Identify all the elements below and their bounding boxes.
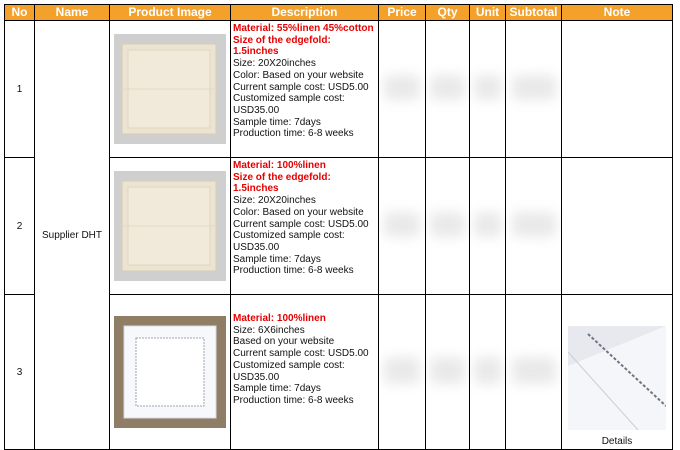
qty-cell-redacted (426, 158, 470, 295)
details-caption: Details (601, 436, 633, 447)
description-cell (231, 295, 379, 450)
custom-sample-cost-value: USD35.00 (233, 241, 280, 253)
col-header-note: Note (562, 5, 673, 21)
edgefold-label: Size of the edgefold: (233, 34, 331, 46)
row-number: 3 (5, 295, 35, 450)
col-header-product-image: Product Image (110, 5, 231, 21)
supplier-name: Supplier DHT (35, 21, 110, 450)
edgefold-label: Size of the edgefold: (233, 171, 331, 183)
col-header-price: Price (379, 5, 426, 21)
sample-cost-text: Current sample cost: USD5.00 (233, 218, 369, 230)
unit-cell-redacted (470, 158, 506, 295)
subtotal-cell-redacted (506, 158, 562, 295)
note-cell (562, 158, 673, 295)
custom-sample-cost-label: Customized sample cost: (233, 93, 345, 105)
custom-sample-cost-label: Customized sample cost: (233, 230, 345, 242)
col-header-qty: Qty (426, 5, 470, 21)
sample-time-text: Sample time: 7days (233, 116, 321, 128)
header-row (5, 5, 673, 21)
edgefold-value: 1.5inches (233, 183, 279, 195)
note-cell (562, 21, 673, 158)
production-time-text: Production time: 6-8 weeks (233, 394, 354, 406)
production-time-text: Production time: 6-8 weeks (233, 128, 354, 140)
quotation-sheet (4, 4, 672, 450)
subtotal-cell-redacted (506, 295, 562, 450)
material-text: Material: 55%linen 45%cotton (233, 23, 374, 34)
product-image-cell (110, 21, 231, 158)
description-cell (231, 158, 379, 295)
custom-sample-cost-value: USD35.00 (233, 104, 280, 116)
material-text: Material: 100%linen (233, 313, 326, 324)
product-image-cell (110, 158, 231, 295)
size-text: Size: 20X20inches (233, 195, 316, 207)
white-hemstitch-napkin-image (114, 316, 226, 428)
description-cell (231, 21, 379, 158)
unit-cell-redacted (470, 295, 506, 450)
col-header-no: No (5, 5, 35, 21)
note-cell (562, 295, 673, 450)
sample-time-text: Sample time: 7days (233, 253, 321, 265)
sample-cost-text: Current sample cost: USD5.00 (233, 348, 369, 360)
qty-cell-redacted (426, 21, 470, 158)
sample-time-text: Sample time: 7days (233, 383, 321, 395)
size-text: Size: 20X20inches (233, 58, 316, 70)
color-text: Based on your website (233, 336, 335, 348)
production-time-text: Production time: 6-8 weeks (233, 265, 354, 277)
sample-cost-text: Current sample cost: USD5.00 (233, 81, 369, 93)
table-row (5, 21, 673, 158)
col-header-unit: Unit (470, 5, 506, 21)
hemstitch-detail-image (568, 326, 666, 430)
custom-sample-cost-value: USD35.00 (233, 371, 280, 383)
size-text: Size: 6X6inches (233, 324, 305, 336)
color-text: Color: Based on your website (233, 206, 364, 218)
edgefold-value: 1.5inches (233, 46, 279, 58)
color-text: Color: Based on your website (233, 69, 364, 81)
subtotal-cell-redacted (506, 21, 562, 158)
row-number: 2 (5, 158, 35, 295)
quotation-table (4, 4, 673, 450)
beige-napkin-image (114, 171, 226, 281)
col-header-name: Name (35, 5, 110, 21)
custom-sample-cost-label: Customized sample cost: (233, 359, 345, 371)
col-header-subtotal: Subtotal (506, 5, 562, 21)
beige-napkin-image (114, 34, 226, 144)
unit-cell-redacted (470, 21, 506, 158)
price-cell-redacted (379, 158, 426, 295)
row-number: 1 (5, 21, 35, 158)
product-image-cell (110, 295, 231, 450)
material-text: Material: 100%linen (233, 160, 326, 171)
qty-cell-redacted (426, 295, 470, 450)
col-header-description: Description (231, 5, 379, 21)
price-cell-redacted (379, 295, 426, 450)
price-cell-redacted (379, 21, 426, 158)
